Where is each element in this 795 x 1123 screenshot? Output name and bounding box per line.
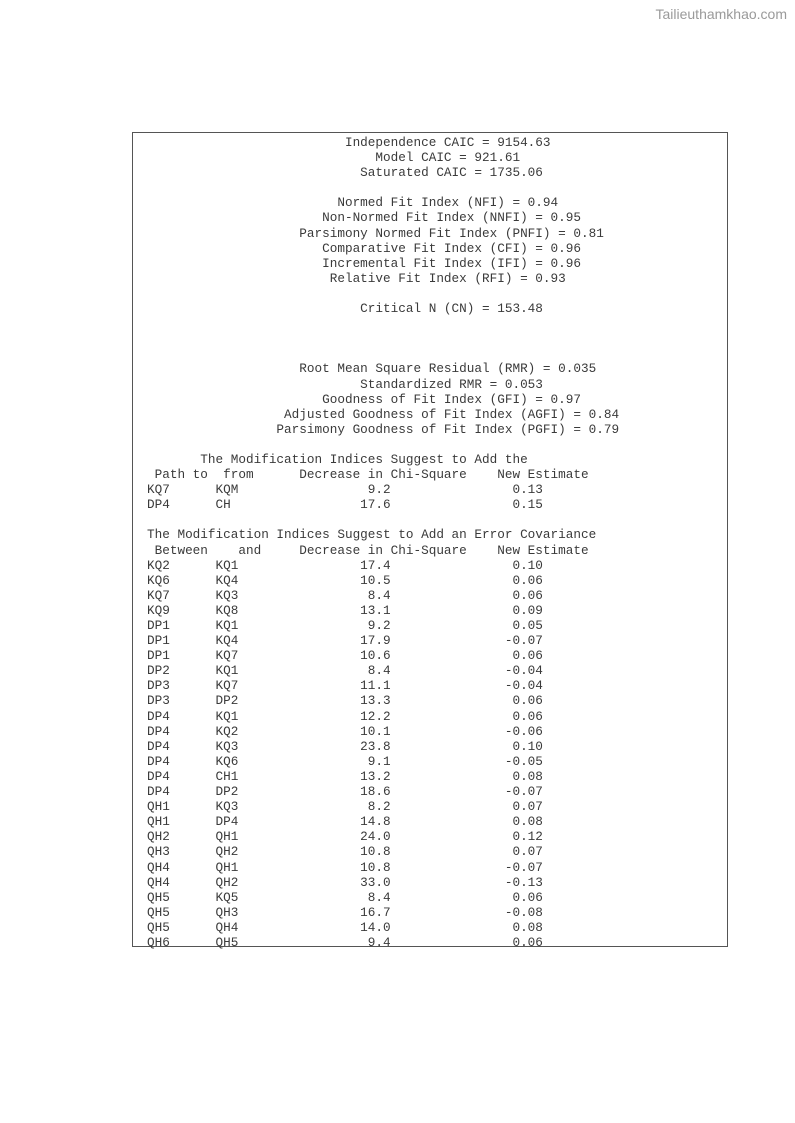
caic-line: Model CAIC = 921.61	[147, 150, 521, 166]
cov-row: KQ2 KQ1 17.4 0.10	[147, 557, 543, 573]
critical-n-line: Critical N (CN) = 153.48	[147, 301, 543, 317]
cov-row: DP2 KQ1 8.4 -0.04	[147, 663, 543, 679]
blank-line	[147, 437, 619, 452]
residual-line: Standardized RMR = 0.053	[147, 376, 543, 392]
cov-row: QH4 QH1 10.8 -0.07	[147, 859, 543, 875]
path-section-title: The Modification Indices Suggest to Add the	[147, 451, 528, 467]
caic-line: Saturated CAIC = 1735.06	[147, 165, 543, 181]
cov-row: DP4 CH1 13.2 0.08	[147, 768, 543, 784]
fit-index-line: Comparative Fit Index (CFI) = 0.96	[147, 240, 581, 256]
cov-row: QH2 QH1 24.0 0.12	[147, 829, 543, 845]
residual-line: Parsimony Goodness of Fit Index (PGFI) = 0.79	[147, 421, 620, 437]
blank-line	[147, 286, 619, 301]
cov-row: KQ6 KQ4 10.5 0.06	[147, 572, 543, 588]
cov-row: QH1 DP4 14.8 0.08	[147, 814, 543, 830]
residual-line: Root Mean Square Residual (RMR) = 0.035	[147, 361, 597, 377]
fit-index-line: Relative Fit Index (RFI) = 0.93	[147, 270, 566, 286]
blank-line	[147, 316, 619, 331]
cov-row: QH4 QH2 33.0 -0.13	[147, 874, 543, 890]
cov-row: QH1 KQ3 8.2 0.07	[147, 799, 543, 815]
lisrel-output	[147, 135, 619, 950]
path-row: KQ7 KQM 9.2 0.13	[147, 482, 543, 498]
cov-row: DP4 DP2 18.6 -0.07	[147, 784, 543, 800]
cov-row: KQ7 KQ3 8.4 0.06	[147, 587, 543, 603]
fit-index-line: Normed Fit Index (NFI) = 0.94	[147, 195, 559, 211]
cov-row: QH6 QH5 9.4 0.06	[147, 934, 543, 950]
cov-row: DP4 KQ2 10.1 -0.06	[147, 723, 543, 739]
fit-index-line: Parsimony Normed Fit Index (PNFI) = 0.81	[147, 225, 604, 241]
fit-index-line: Non-Normed Fit Index (NNFI) = 0.95	[147, 210, 581, 226]
cov-row: DP4 KQ3 23.8 0.10	[147, 738, 543, 754]
cov-row: DP1 KQ4 17.9 -0.07	[147, 633, 543, 649]
cov-row: QH5 QH3 16.7 -0.08	[147, 904, 543, 920]
cov-row: DP4 KQ6 9.1 -0.05	[147, 753, 543, 769]
fit-index-line: Incremental Fit Index (IFI) = 0.96	[147, 255, 581, 271]
watermark-text: Tailieuthamkhao.com	[655, 6, 787, 22]
cov-row: DP3 DP2 13.3 0.06	[147, 693, 543, 709]
cov-row: DP1 KQ7 10.6 0.06	[147, 648, 543, 664]
residual-line: Adjusted Goodness of Fit Index (AGFI) = 0.84	[147, 406, 620, 422]
cov-section-header: Between and Decrease in Chi-Square New Estimate	[147, 542, 589, 558]
cov-section-title: The Modification Indices Suggest to Add an Error Covariance	[147, 527, 597, 543]
path-section-header: Path to from Decrease in Chi-Square New Estimate	[147, 467, 589, 483]
blank-line	[147, 331, 619, 346]
cov-row: KQ9 KQ8 13.1 0.09	[147, 602, 543, 618]
cov-row: QH5 KQ5 8.4 0.06	[147, 889, 543, 905]
caic-line: Independence CAIC = 9154.63	[147, 135, 551, 150]
blank-line	[147, 512, 619, 527]
cov-row: QH3 QH2 10.8 0.07	[147, 844, 543, 860]
path-row: DP4 CH 17.6 0.15	[147, 497, 543, 513]
cov-rows	[147, 558, 619, 950]
cov-row: DP4 KQ1 12.2 0.06	[147, 708, 543, 724]
blank-line	[147, 346, 619, 361]
residual-line: Goodness of Fit Index (GFI) = 0.97	[147, 391, 581, 407]
blank-line	[147, 180, 619, 195]
cov-row: DP1 KQ1 9.2 0.05	[147, 618, 543, 633]
cov-row: DP3 KQ7 11.1 -0.04	[147, 678, 543, 694]
cov-row: QH5 QH4 14.0 0.08	[147, 919, 543, 935]
